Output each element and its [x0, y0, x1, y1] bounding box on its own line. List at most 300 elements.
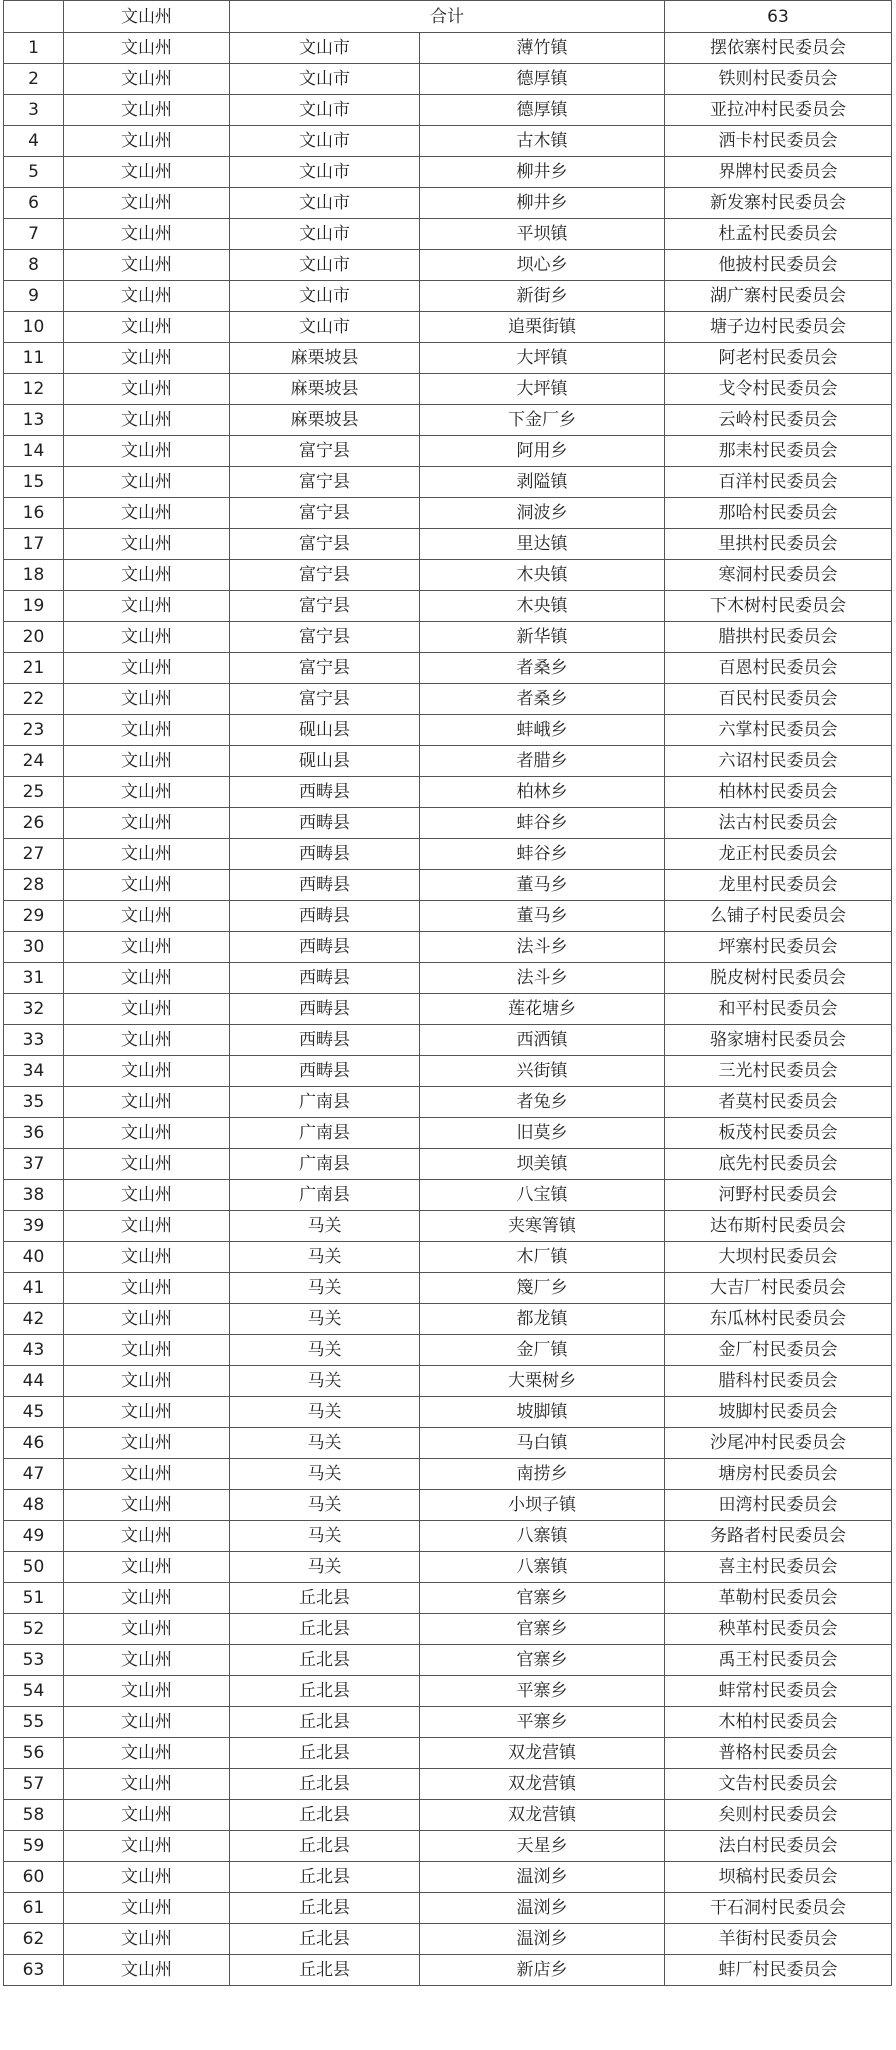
table-row: [4, 343, 892, 374]
table-row: [4, 1893, 892, 1924]
township-cell: 者兔乡: [420, 1087, 665, 1118]
prefecture-cell: 文山州: [64, 374, 230, 405]
village-committee-cell: 金厂村民委员会: [665, 1335, 892, 1366]
village-committee-cell: 那哈村民委员会: [665, 498, 892, 529]
village-committee-cell: 三光村民委员会: [665, 1056, 892, 1087]
prefecture-cell: 文山州: [64, 1552, 230, 1583]
row-index-cell: 26: [4, 808, 64, 839]
village-committee-cell: 龙里村民委员会: [665, 870, 892, 901]
table-row: [4, 777, 892, 808]
county-cell: 马关: [230, 1428, 420, 1459]
village-committee-cell: 坪寨村民委员会: [665, 932, 892, 963]
county-cell: 马关: [230, 1366, 420, 1397]
county-cell: 丘北县: [230, 1893, 420, 1924]
county-cell: 马关: [230, 1552, 420, 1583]
prefecture-cell: 文山州: [64, 1924, 230, 1955]
prefecture-cell: 文山州: [64, 839, 230, 870]
table-row: [4, 746, 892, 777]
township-cell: 法斗乡: [420, 932, 665, 963]
township-cell: 蚌谷乡: [420, 839, 665, 870]
township-cell: 大坪镇: [420, 374, 665, 405]
row-index-cell: 57: [4, 1769, 64, 1800]
table-row: [4, 1335, 892, 1366]
table-row: [4, 1242, 892, 1273]
table-row: [4, 1862, 892, 1893]
row-index-cell: 62: [4, 1924, 64, 1955]
row-index-cell: 58: [4, 1800, 64, 1831]
village-committee-cell: 底先村民委员会: [665, 1149, 892, 1180]
header-total-value-cell: 63: [665, 1, 892, 33]
county-cell: 文山市: [230, 126, 420, 157]
village-committee-cell: 湖广寨村民委员会: [665, 281, 892, 312]
county-cell: 富宁县: [230, 653, 420, 684]
table-row: [4, 312, 892, 343]
row-index-cell: 3: [4, 95, 64, 126]
header-prefecture-cell: 文山州: [64, 1, 230, 33]
prefecture-cell: 文山州: [64, 281, 230, 312]
village-committee-cell: 木柏村民委员会: [665, 1707, 892, 1738]
village-committee-cell: 文告村民委员会: [665, 1769, 892, 1800]
township-cell: 双龙营镇: [420, 1769, 665, 1800]
row-index-cell: 48: [4, 1490, 64, 1521]
row-index-cell: 7: [4, 219, 64, 250]
table-row: [4, 1428, 892, 1459]
table-row: [4, 1118, 892, 1149]
township-cell: 八宝镇: [420, 1180, 665, 1211]
township-cell: 平寨乡: [420, 1707, 665, 1738]
township-cell: 金厂镇: [420, 1335, 665, 1366]
village-committee-cell: 大坝村民委员会: [665, 1242, 892, 1273]
table-row: [4, 622, 892, 653]
village-committee-cell: 坡脚村民委员会: [665, 1397, 892, 1428]
table-row: [4, 1521, 892, 1552]
township-cell: 董马乡: [420, 870, 665, 901]
township-cell: 古木镇: [420, 126, 665, 157]
table-row: [4, 1924, 892, 1955]
village-committee-cell: 干石洞村民委员会: [665, 1893, 892, 1924]
county-cell: 马关: [230, 1335, 420, 1366]
county-cell: 丘北县: [230, 1769, 420, 1800]
table-row: [4, 498, 892, 529]
village-committee-cell: 亚拉冲村民委员会: [665, 95, 892, 126]
township-cell: 洞波乡: [420, 498, 665, 529]
village-committee-cell: 柏林村民委员会: [665, 777, 892, 808]
county-cell: 广南县: [230, 1087, 420, 1118]
township-cell: 下金厂乡: [420, 405, 665, 436]
township-cell: 西洒镇: [420, 1025, 665, 1056]
village-committee-cell: 么铺子村民委员会: [665, 901, 892, 932]
county-cell: 丘北县: [230, 1955, 420, 1986]
prefecture-cell: 文山州: [64, 715, 230, 746]
county-cell: 丘北县: [230, 1738, 420, 1769]
row-index-cell: 15: [4, 467, 64, 498]
county-cell: 丘北县: [230, 1676, 420, 1707]
row-index-cell: 23: [4, 715, 64, 746]
county-cell: 文山市: [230, 188, 420, 219]
prefecture-cell: 文山州: [64, 529, 230, 560]
row-index-cell: 50: [4, 1552, 64, 1583]
county-cell: 文山市: [230, 64, 420, 95]
prefecture-cell: 文山州: [64, 467, 230, 498]
prefecture-cell: 文山州: [64, 1831, 230, 1862]
township-cell: 坝美镇: [420, 1149, 665, 1180]
village-committee-cell: 龙正村民委员会: [665, 839, 892, 870]
county-cell: 西畴县: [230, 839, 420, 870]
row-index-cell: 47: [4, 1459, 64, 1490]
prefecture-cell: 文山州: [64, 684, 230, 715]
village-committee-cell: 戈令村民委员会: [665, 374, 892, 405]
township-cell: 木央镇: [420, 560, 665, 591]
township-cell: 蚌峨乡: [420, 715, 665, 746]
prefecture-cell: 文山州: [64, 1087, 230, 1118]
prefecture-cell: 文山州: [64, 1583, 230, 1614]
village-committee-cell: 百民村民委员会: [665, 684, 892, 715]
county-cell: 马关: [230, 1521, 420, 1552]
township-cell: 者腊乡: [420, 746, 665, 777]
row-index-cell: 53: [4, 1645, 64, 1676]
township-cell: 木厂镇: [420, 1242, 665, 1273]
table-row: [4, 1614, 892, 1645]
prefecture-cell: 文山州: [64, 1707, 230, 1738]
row-index-cell: 52: [4, 1614, 64, 1645]
village-committee-cell: 喜主村民委员会: [665, 1552, 892, 1583]
table-body: [4, 1, 892, 1986]
table-row: [4, 1955, 892, 1986]
village-committee-cell: 新发寨村民委员会: [665, 188, 892, 219]
township-cell: 追栗街镇: [420, 312, 665, 343]
township-cell: 小坝子镇: [420, 1490, 665, 1521]
county-cell: 西畴县: [230, 932, 420, 963]
county-cell: 西畴县: [230, 963, 420, 994]
table-row: [4, 1087, 892, 1118]
table-row: [4, 64, 892, 95]
county-cell: 文山市: [230, 281, 420, 312]
prefecture-cell: 文山州: [64, 219, 230, 250]
village-committee-cell: 蚌厂村民委员会: [665, 1955, 892, 1986]
table-row: [4, 281, 892, 312]
township-cell: 木央镇: [420, 591, 665, 622]
county-cell: 文山市: [230, 250, 420, 281]
row-index-cell: 44: [4, 1366, 64, 1397]
village-committee-cell: 东瓜林村民委员会: [665, 1304, 892, 1335]
prefecture-cell: 文山州: [64, 1738, 230, 1769]
row-index-cell: 36: [4, 1118, 64, 1149]
county-cell: 西畴县: [230, 777, 420, 808]
township-cell: 者桑乡: [420, 684, 665, 715]
county-cell: 富宁县: [230, 467, 420, 498]
row-index-cell: 25: [4, 777, 64, 808]
county-cell: 麻栗坡县: [230, 343, 420, 374]
county-cell: 丘北县: [230, 1583, 420, 1614]
township-cell: 篾厂乡: [420, 1273, 665, 1304]
village-committee-cell: 法白村民委员会: [665, 1831, 892, 1862]
county-cell: 丘北县: [230, 1862, 420, 1893]
row-index-cell: 43: [4, 1335, 64, 1366]
row-index-cell: 45: [4, 1397, 64, 1428]
county-cell: 广南县: [230, 1118, 420, 1149]
row-index-cell: 2: [4, 64, 64, 95]
row-index-cell: 9: [4, 281, 64, 312]
prefecture-cell: 文山州: [64, 1056, 230, 1087]
row-index-cell: 37: [4, 1149, 64, 1180]
row-index-cell: 32: [4, 994, 64, 1025]
township-cell: 柳井乡: [420, 157, 665, 188]
township-cell: 夹寒箐镇: [420, 1211, 665, 1242]
township-cell: 莲花塘乡: [420, 994, 665, 1025]
prefecture-cell: 文山州: [64, 1273, 230, 1304]
row-index-cell: 49: [4, 1521, 64, 1552]
prefecture-cell: 文山州: [64, 250, 230, 281]
county-cell: 西畴县: [230, 1056, 420, 1087]
prefecture-cell: 文山州: [64, 1490, 230, 1521]
village-list-table: [3, 0, 892, 1986]
table-row: [4, 1211, 892, 1242]
township-cell: 双龙营镇: [420, 1738, 665, 1769]
row-index-cell: 27: [4, 839, 64, 870]
prefecture-cell: 文山州: [64, 1645, 230, 1676]
village-committee-cell: 禹王村民委员会: [665, 1645, 892, 1676]
village-committee-cell: 矣则村民委员会: [665, 1800, 892, 1831]
township-cell: 天星乡: [420, 1831, 665, 1862]
table-row: [4, 715, 892, 746]
prefecture-cell: 文山州: [64, 188, 230, 219]
township-cell: 新华镇: [420, 622, 665, 653]
village-committee-cell: 沙尾冲村民委员会: [665, 1428, 892, 1459]
table-row: [4, 1459, 892, 1490]
village-committee-cell: 阿老村民委员会: [665, 343, 892, 374]
header-index-cell: [4, 1, 64, 33]
prefecture-cell: 文山州: [64, 870, 230, 901]
county-cell: 马关: [230, 1211, 420, 1242]
table-row: [4, 529, 892, 560]
county-cell: 砚山县: [230, 746, 420, 777]
row-index-cell: 40: [4, 1242, 64, 1273]
county-cell: 丘北县: [230, 1924, 420, 1955]
table-row: [4, 1273, 892, 1304]
row-index-cell: 20: [4, 622, 64, 653]
row-index-cell: 5: [4, 157, 64, 188]
prefecture-cell: 文山州: [64, 808, 230, 839]
township-cell: 坡脚镇: [420, 1397, 665, 1428]
county-cell: 丘北县: [230, 1831, 420, 1862]
township-cell: 八寨镇: [420, 1521, 665, 1552]
table-row: [4, 653, 892, 684]
prefecture-cell: 文山州: [64, 95, 230, 126]
prefecture-cell: 文山州: [64, 1459, 230, 1490]
table-row: [4, 188, 892, 219]
county-cell: 文山市: [230, 95, 420, 126]
prefecture-cell: 文山州: [64, 1335, 230, 1366]
prefecture-cell: 文山州: [64, 963, 230, 994]
table-row: [4, 1397, 892, 1428]
table-row: [4, 33, 892, 64]
county-cell: 马关: [230, 1273, 420, 1304]
county-cell: 广南县: [230, 1180, 420, 1211]
township-cell: 官寨乡: [420, 1645, 665, 1676]
prefecture-cell: 文山州: [64, 436, 230, 467]
township-cell: 温浏乡: [420, 1862, 665, 1893]
county-cell: 富宁县: [230, 591, 420, 622]
village-committee-cell: 那耒村民委员会: [665, 436, 892, 467]
table-row: [4, 374, 892, 405]
village-committee-cell: 他披村民委员会: [665, 250, 892, 281]
row-index-cell: 59: [4, 1831, 64, 1862]
table-row: [4, 560, 892, 591]
village-committee-cell: 塘子边村民委员会: [665, 312, 892, 343]
prefecture-cell: 文山州: [64, 622, 230, 653]
village-committee-cell: 里拱村民委员会: [665, 529, 892, 560]
row-index-cell: 1: [4, 33, 64, 64]
village-committee-cell: 云岭村民委员会: [665, 405, 892, 436]
county-cell: 丘北县: [230, 1707, 420, 1738]
county-cell: 西畴县: [230, 901, 420, 932]
village-committee-cell: 寒洞村民委员会: [665, 560, 892, 591]
row-index-cell: 29: [4, 901, 64, 932]
village-committee-cell: 骆家塘村民委员会: [665, 1025, 892, 1056]
county-cell: 西畴县: [230, 808, 420, 839]
row-index-cell: 34: [4, 1056, 64, 1087]
table-row: [4, 963, 892, 994]
prefecture-cell: 文山州: [64, 343, 230, 374]
prefecture-cell: 文山州: [64, 901, 230, 932]
township-cell: 双龙营镇: [420, 1800, 665, 1831]
village-committee-cell: 法古村民委员会: [665, 808, 892, 839]
table-row: [4, 1676, 892, 1707]
township-cell: 马白镇: [420, 1428, 665, 1459]
table-row: [4, 1738, 892, 1769]
header-total-label-cell: 合计: [230, 1, 665, 33]
table-row: [4, 1800, 892, 1831]
township-cell: 旧莫乡: [420, 1118, 665, 1149]
prefecture-cell: 文山州: [64, 1118, 230, 1149]
row-index-cell: 31: [4, 963, 64, 994]
row-index-cell: 56: [4, 1738, 64, 1769]
village-committee-cell: 腊科村民委员会: [665, 1366, 892, 1397]
table-row: [4, 1056, 892, 1087]
township-cell: 蚌谷乡: [420, 808, 665, 839]
prefecture-cell: 文山州: [64, 591, 230, 622]
prefecture-cell: 文山州: [64, 1614, 230, 1645]
row-index-cell: 16: [4, 498, 64, 529]
township-cell: 薄竹镇: [420, 33, 665, 64]
table-row: [4, 1769, 892, 1800]
township-cell: 坝心乡: [420, 250, 665, 281]
prefecture-cell: 文山州: [64, 1862, 230, 1893]
village-committee-cell: 脱皮树村民委员会: [665, 963, 892, 994]
row-index-cell: 55: [4, 1707, 64, 1738]
county-cell: 马关: [230, 1459, 420, 1490]
table-row: [4, 405, 892, 436]
village-committee-cell: 六诏村民委员会: [665, 746, 892, 777]
table-row: [4, 219, 892, 250]
village-committee-cell: 蚌常村民委员会: [665, 1676, 892, 1707]
table-row: [4, 994, 892, 1025]
row-index-cell: 30: [4, 932, 64, 963]
county-cell: 马关: [230, 1304, 420, 1335]
row-index-cell: 8: [4, 250, 64, 281]
county-cell: 丘北县: [230, 1645, 420, 1676]
township-cell: 平坝镇: [420, 219, 665, 250]
village-committee-cell: 者莫村民委员会: [665, 1087, 892, 1118]
prefecture-cell: 文山州: [64, 560, 230, 591]
county-cell: 富宁县: [230, 436, 420, 467]
village-committee-cell: 田湾村民委员会: [665, 1490, 892, 1521]
prefecture-cell: 文山州: [64, 1397, 230, 1428]
village-committee-cell: 河野村民委员会: [665, 1180, 892, 1211]
county-cell: 富宁县: [230, 684, 420, 715]
row-index-cell: 54: [4, 1676, 64, 1707]
row-index-cell: 41: [4, 1273, 64, 1304]
row-index-cell: 60: [4, 1862, 64, 1893]
row-index-cell: 51: [4, 1583, 64, 1614]
table-row: [4, 1707, 892, 1738]
village-committee-cell: 百恩村民委员会: [665, 653, 892, 684]
row-index-cell: 10: [4, 312, 64, 343]
table-row: [4, 839, 892, 870]
county-cell: 丘北县: [230, 1800, 420, 1831]
village-committee-cell: 坝稿村民委员会: [665, 1862, 892, 1893]
table-row: [4, 591, 892, 622]
row-index-cell: 39: [4, 1211, 64, 1242]
township-cell: 阿用乡: [420, 436, 665, 467]
prefecture-cell: 文山州: [64, 498, 230, 529]
county-cell: 马关: [230, 1242, 420, 1273]
village-committee-cell: 板茂村民委员会: [665, 1118, 892, 1149]
prefecture-cell: 文山州: [64, 126, 230, 157]
township-cell: 大栗树乡: [420, 1366, 665, 1397]
county-cell: 文山市: [230, 157, 420, 188]
township-cell: 新街乡: [420, 281, 665, 312]
table-row: [4, 1645, 892, 1676]
county-cell: 麻栗坡县: [230, 374, 420, 405]
prefecture-cell: 文山州: [64, 1242, 230, 1273]
prefecture-cell: 文山州: [64, 312, 230, 343]
prefecture-cell: 文山州: [64, 932, 230, 963]
village-committee-cell: 达布斯村民委员会: [665, 1211, 892, 1242]
row-index-cell: 46: [4, 1428, 64, 1459]
county-cell: 西畴县: [230, 1025, 420, 1056]
row-index-cell: 19: [4, 591, 64, 622]
row-index-cell: 18: [4, 560, 64, 591]
village-committee-cell: 腊拱村民委员会: [665, 622, 892, 653]
county-cell: 西畴县: [230, 870, 420, 901]
township-cell: 温浏乡: [420, 1893, 665, 1924]
table-row: [4, 684, 892, 715]
row-index-cell: 22: [4, 684, 64, 715]
township-cell: 温浏乡: [420, 1924, 665, 1955]
village-committee-cell: 塘房村民委员会: [665, 1459, 892, 1490]
county-cell: 富宁县: [230, 560, 420, 591]
village-committee-cell: 摆依寨村民委员会: [665, 33, 892, 64]
county-cell: 富宁县: [230, 622, 420, 653]
row-index-cell: 35: [4, 1087, 64, 1118]
county-cell: 马关: [230, 1397, 420, 1428]
prefecture-cell: 文山州: [64, 777, 230, 808]
table-row: [4, 808, 892, 839]
prefecture-cell: 文山州: [64, 1304, 230, 1335]
table-row: [4, 1490, 892, 1521]
village-committee-cell: 秧革村民委员会: [665, 1614, 892, 1645]
header-row: [4, 1, 892, 33]
table-row: [4, 1366, 892, 1397]
prefecture-cell: 文山州: [64, 1800, 230, 1831]
table-row: [4, 1831, 892, 1862]
row-index-cell: 33: [4, 1025, 64, 1056]
prefecture-cell: 文山州: [64, 653, 230, 684]
village-committee-cell: 百洋村民委员会: [665, 467, 892, 498]
village-committee-cell: 杜孟村民委员会: [665, 219, 892, 250]
table-row: [4, 932, 892, 963]
